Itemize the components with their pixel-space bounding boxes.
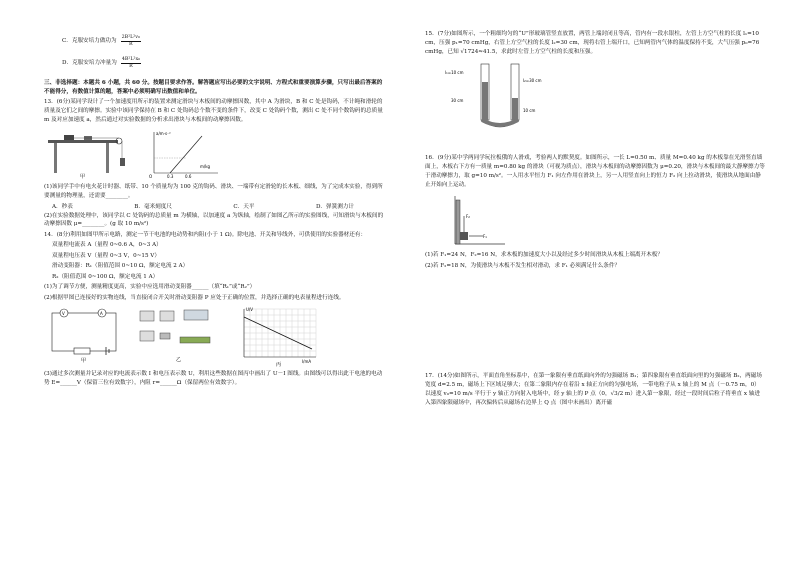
q16-part2: (2)若 F₂=18 N，为使滑块与木板不发生相对滑动，求 F₁ 必须满足什么条件？	[425, 262, 621, 269]
q15-fig-b: 10 cm	[523, 108, 536, 114]
q15-fig-l2: l₂=30 cm	[523, 78, 542, 84]
q13-apparatus-figure	[44, 128, 134, 180]
q15-fig-l1: l₁=10 cm	[445, 70, 464, 76]
answer-space	[425, 272, 765, 372]
q14-circuit-figure	[44, 305, 126, 363]
option-d-denominator: R	[129, 63, 133, 69]
q13-option-b: B．毫米刻度尺	[134, 203, 172, 210]
fig-label-jia-2: 甲	[81, 358, 87, 364]
ui-xlabel: I/mA	[302, 359, 312, 365]
q16-part1: (1)若 F₁=24 N，F₂=16 N，求木板的加速度大小以及经过多少时间滑块从木板上端离开木板？	[425, 252, 663, 259]
ui-ylabel: U/V	[246, 307, 254, 313]
svg-text:A: A	[100, 311, 103, 317]
q15-text: 15．(7分)如图所示，一个粗细均匀的“U”形玻璃管竖直放置，两管上端封闭且等高，管内有一段水银柱，左管上方空气柱的长度 l₁=10 cm，压强 p₁=70 cmHg，右管上方空气柱的长度 l₂=30 cm，现将右管上端开口，已知两管内气体的温度保持不变，大气压强 p₀=76 cmHg，已知 √1724≈41.5，求此时左管上方空气柱的长度和压强。	[425, 31, 760, 55]
option-c-fraction	[121, 35, 141, 47]
q14-apparatus-figure	[134, 305, 224, 363]
option-c-denominator: R	[128, 41, 133, 47]
q15-u-tube-figure	[441, 58, 561, 128]
graph-tick0: 0.3	[167, 174, 174, 180]
fig-label-jia: 甲	[80, 174, 86, 181]
section-3-heading: 三、非选择题：本题共 6 小题，共 60 分。按题目要求作答。解答题应写出必要的文字说明、方程式和重要演算步骤，只写出最后答案的不能得分，有数值计算的题，答案中必须明确写出数值和单位。	[44, 80, 383, 95]
right-column	[425, 30, 765, 410]
equip-3: 滑动变阻器：R₁（阻值范围 0~10 Ω，额定电流 2 A）	[52, 263, 189, 270]
option-c-label: C．克服安培力做功为	[62, 37, 117, 44]
q14-ui-graph	[232, 305, 320, 367]
q13-options	[44, 203, 384, 212]
q13-intro: 13．(6分)某同学设计了一个加速度用所示的装置来测定滑块与木板间的动摩擦因数，其中 A 为滑块，B 和 C 处是钩码，不计绳和滑轮的质量及它们之间的摩擦。实验中该同学保持在 B 和 C 处钩码总个数不变的条件下，改变 C 处钩码个数，测出 C 处不同个数钩码的总质量 m 及对应加速度 a，然后通过对实验数据的分析求出滑块与木板间的动摩擦因数。	[44, 99, 383, 124]
option-c	[44, 30, 384, 52]
q13-graph-figure	[142, 128, 222, 180]
option-c-numerator: 2B²L²v₀	[121, 35, 140, 41]
q16-fig-f1: F₁	[483, 233, 487, 239]
q13-part2: (2)在实验数据处理中，该同学以 C 处钩码的总质量 m 为横轴，以加速度 a 为纵轴，绘制了如图乙所示的实验图线，可知滑块与木板间的动摩擦因数 μ=________。(g 取 10 m/s²)	[44, 212, 384, 228]
q14-figures	[44, 305, 384, 367]
q15-fig-a: 30 cm	[451, 98, 464, 104]
graph-tick: 0.6	[185, 174, 192, 180]
option-d-fraction	[121, 57, 141, 69]
q13-option-d: D．弹簧测力计	[315, 203, 354, 210]
q13-part1: (1)该同学手中有电火花计时器、纸带、10 个质量均为 100 克的钩码、滑块、一端带有定滑轮的长木板、细线，为了完成本实验，得到所要测量的物理量，还需要________。	[44, 184, 383, 200]
graph-ylabel: a/m·s⁻²	[156, 131, 171, 137]
option-d	[44, 52, 384, 74]
q16-fig-f2: F₂	[466, 213, 470, 219]
q14-part3: (3)通过多次测量并记录对应的电流表示数 I 和电压表示数 U，利用这些数据在图丙中画出了 U－I 图线。由图线可以得出此干电池的电动势 E=______V（保留三位有效数字），内阻 r=______Ω（保留两位有效数字）。	[44, 371, 383, 387]
q14-part2: (2)根据甲图已连接好的实物连线，当直接闭合开关时滑动变阻器 P 应处于正确的位置，并选择正确的电表量程进行连线。	[44, 294, 345, 301]
q16-figure	[449, 192, 509, 248]
spacer	[425, 132, 765, 154]
equip-1: 双量程电流表 A（量程 0~0.6 A，0~3 A）	[52, 242, 162, 249]
fig-label-bing: 丙	[276, 362, 282, 368]
graph-origin: O	[149, 174, 153, 180]
q13-option-a: A．秒表	[52, 203, 73, 210]
graph-xlabel: m/kg	[200, 164, 211, 170]
q13-option-c: C．天平	[233, 203, 255, 210]
option-d-label: D．克服安培力冲量为	[62, 59, 117, 66]
equip-2: 双量程电压表 V（量程 0~3 V，0~15 V）	[52, 252, 160, 259]
q14-intro: 14．(8分)利用如图甲所示电路，测定一节干电池的电动势和内阻(小于 1 Ω)。除电池、开关和导线外，可供使用的实验器材还有：	[44, 231, 367, 238]
left-column	[44, 30, 384, 390]
q16-text: 16．(9分)某中学两同学玩拉板俄的人滑戏，考验两人的默契度。如图所示，一长 L=0.50 m、质量 M=0.40 kg 的木板靠在光滑竖直墙面上，木板右下方有一质量 m=0.80 kg 的滑块（可视为质点），滑块与木板间的动摩擦因数为 μ=0.20，滑块与木板间的最大静摩擦力等于滑动摩擦力，取 g=10 m/s²。一人用水平恒力 F₁ 向左作用在滑块上，另一人用竖直向上的恒力 F₂ 向上拉动滑块，使滑块从地面由静止开始向上运动。	[425, 155, 765, 189]
q14-part1: (1)为了调节方便，测量精度更高，实验中应选用滑动变阻器______（填“R₁”或“R₂”）	[44, 284, 256, 291]
option-d-numerator: 4B²L²x₀	[121, 57, 141, 63]
q13-figures	[44, 128, 384, 180]
q17-text: 17．(14分)如图所示，平面直角坐标系中，在第一象限有垂直纸面向外的匀强磁场 B₁；第四象限有垂直纸面向里的匀强磁场 B₂，两磁场宽度 d=2.5 m，磁场上下区域足够大；在第二象限内存在着沿 x 轴正方向的匀强电场，一带电粒子从 x 轴上的 M 点（－0.75 m，0）以速度 v₀=10 m/s 平行于 y 轴正方向射入电场中，经 y 轴上的 P 点（0，√3/2 m）进入第一象限，经过一段时间后粒子将垂直 x 轴进入第四象限磁场中，再次偏转后从磁场右边界上 Q 点（图中未画出）离开磁	[425, 373, 762, 407]
fig-label-yi-2: 乙	[176, 357, 182, 364]
equip-4: R₂（阻值范围 0~100 Ω，额定电流 1 A）	[52, 273, 159, 280]
svg-text:V: V	[62, 311, 65, 317]
